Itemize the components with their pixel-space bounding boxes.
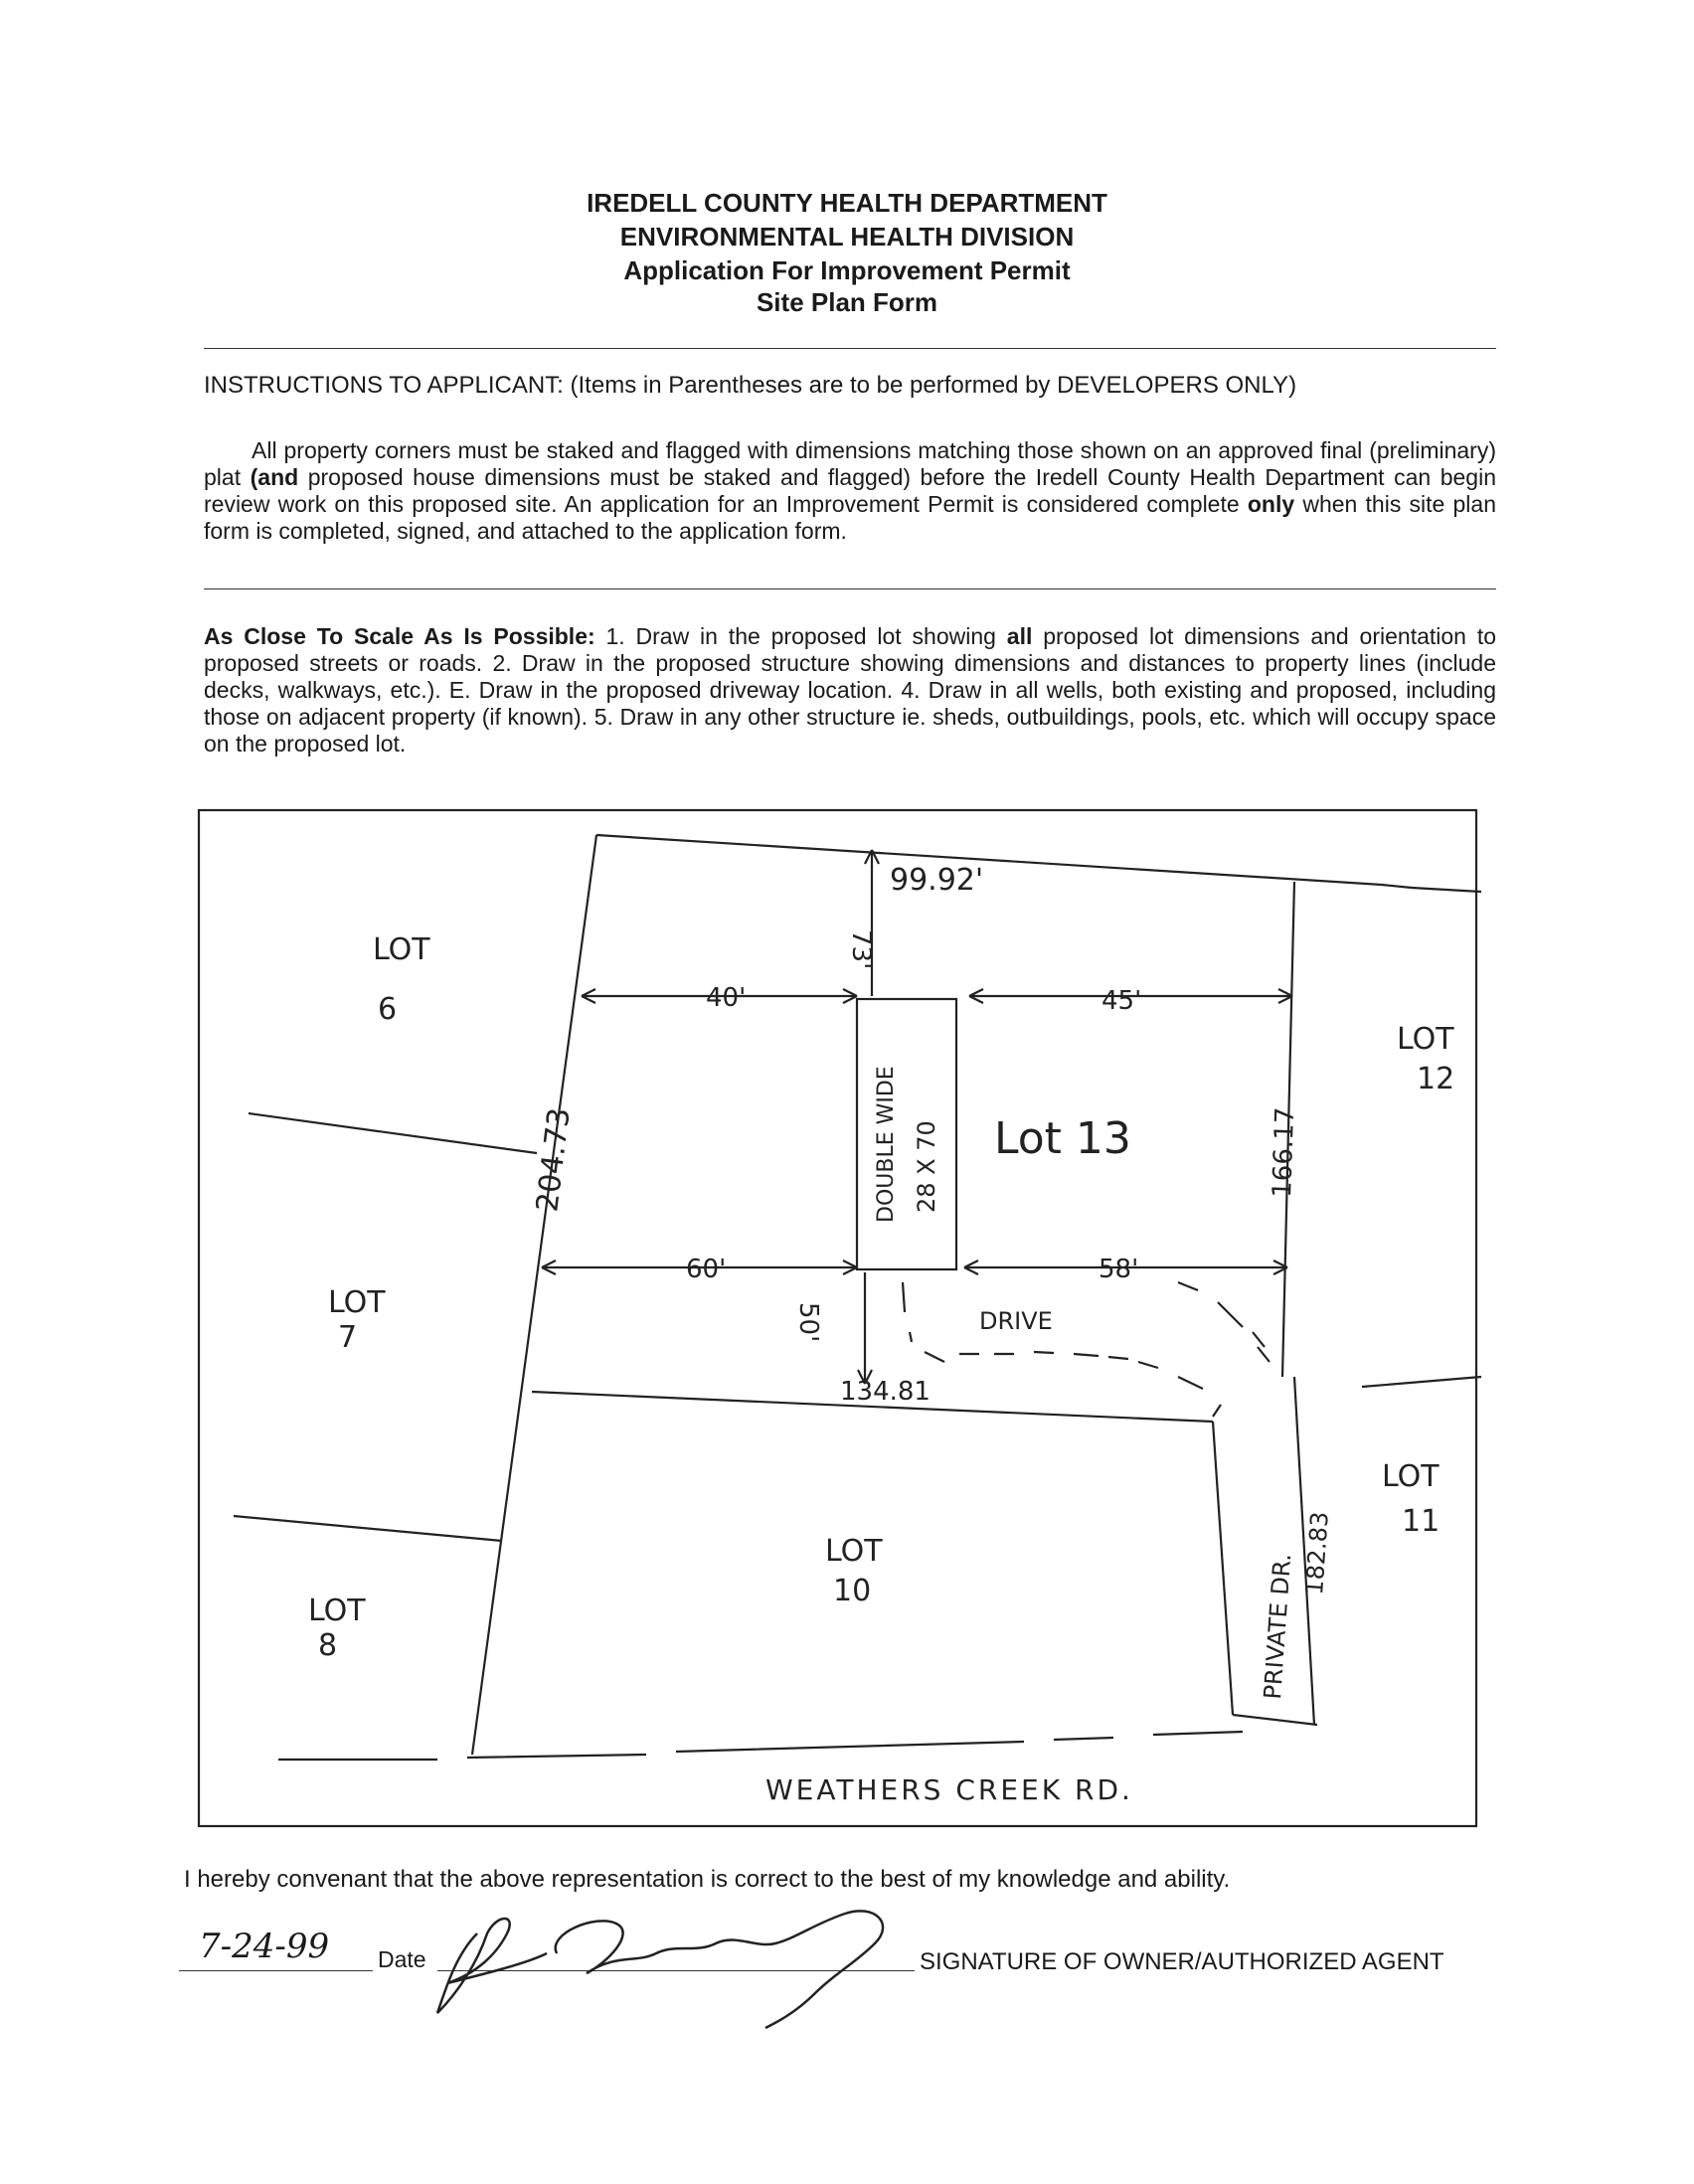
instructions-text-3: when this site plan form is completed, signed, and attached to the application form. <box>204 491 1496 544</box>
lot6-label: LOT <box>373 932 430 967</box>
signature-label: SIGNATURE OF OWNER/AUTHORIZED AGENT <box>920 1948 1444 1975</box>
lot11-lot12-line <box>1362 1377 1481 1387</box>
lot12-label: LOT <box>1397 1022 1454 1057</box>
private-dr-end <box>1233 1715 1317 1725</box>
rear-line-extension-2 <box>1412 888 1481 892</box>
lot11-label: LOT <box>1382 1459 1440 1494</box>
lot10-label: LOT <box>825 1534 883 1569</box>
dim-bottom-label: 134.81 <box>840 1377 931 1407</box>
covenant-statement: I hereby convenant that the above representation is correct to the best of my knowledge and ability. <box>184 1866 1231 1893</box>
lot11-number: 11 <box>1402 1504 1440 1539</box>
dim-rear-setback-label: 50' <box>793 1302 823 1343</box>
header-line-2: ENVIRONMENTAL HEALTH DIVISION <box>619 222 1075 252</box>
house-label: DOUBLE WIDE <box>874 1066 899 1223</box>
header-line-4: Site Plan Form <box>756 287 938 317</box>
header-line-3: Application For Improvement Permit <box>623 255 1071 285</box>
dim-left-bottom-label: 60' <box>686 1255 727 1284</box>
dim-right-side-label: 166.17 <box>1268 1106 1301 1199</box>
signature-image <box>418 1894 934 2033</box>
date-value: 7-24-99 <box>199 1927 330 1966</box>
instructions-text-1: All property corners must be staked and flagged with dimensions matching those shown on an approved final (preliminary) plat <box>204 437 1496 490</box>
dim-right-top-label: 45' <box>1101 986 1142 1016</box>
scale-text-2: proposed lot dimensions and orientation to proposed streets or roads. 2. Draw in the proposed structure showing dimensions and distances to property lines (include decks, walkways, etc.). E. Draw in the proposed driveway location. 4. Draw in all wells, both existing and proposed, including those on adjacent property (if known). 5. Draw in any other structure ie. sheds, outbuildings, pools, etc. which will occupy space on the proposed lot. <box>204 623 1497 756</box>
lot8-label: LOT <box>308 1594 366 1628</box>
instructions-bold-2: only <box>1247 491 1295 517</box>
lot13-label: Lot 13 <box>994 1113 1131 1164</box>
lot12-number: 12 <box>1417 1062 1455 1096</box>
lot13-rear-line <box>596 835 1382 885</box>
dim-private-drive-label: 182.83 <box>1300 1510 1334 1596</box>
house-size-label: 28 X 70 <box>913 1120 940 1213</box>
lot7-number: 7 <box>338 1320 358 1355</box>
lot6-lot7-line <box>249 1113 537 1153</box>
instructions-bold-1: (and <box>250 464 299 490</box>
dim-front-setback-label: 73' <box>846 929 876 970</box>
private-drive-label: PRIVATE DR. <box>1259 1552 1297 1701</box>
house-outline <box>857 999 956 1269</box>
lot7-label: LOT <box>328 1285 386 1320</box>
rear-line-extension <box>1382 885 1412 888</box>
instructions-text-2: proposed house dimensions must be staked and flagged) before the Iredell County Health Department can begin review work on this proposed site. An application for an Improvement Permit is considered complete <box>204 464 1496 517</box>
date-underline <box>179 1970 373 1971</box>
lot6-number: 6 <box>378 992 398 1027</box>
road-label: WEATHERS CREEK RD. <box>765 1773 1133 1806</box>
dimension-arrowheads <box>542 850 1292 1384</box>
lot10-number: 10 <box>833 1574 872 1608</box>
lot8-number: 8 <box>318 1628 338 1663</box>
dim-left-side-label: 204.73 <box>530 1105 578 1214</box>
header-line-1: IREDELL COUNTY HEALTH DEPARTMENT <box>587 188 1107 218</box>
dim-left-top-label: 40' <box>706 983 747 1013</box>
dim-right-bottom-label: 58' <box>1099 1255 1139 1284</box>
road-edge-line <box>278 1732 1243 1760</box>
private-dr-left-line <box>1213 1422 1233 1715</box>
date-label: Date <box>378 1946 426 1972</box>
lot-left-line <box>472 835 596 1755</box>
instructions-title: INSTRUCTIONS TO APPLICANT: (Items in Parentheses are to be performed by DEVELOPERS ONLY) <box>204 372 1297 399</box>
dim-top-label: 99.92' <box>890 863 984 898</box>
signature-stroke <box>437 1911 883 2028</box>
scale-bold-all: all <box>1006 623 1033 649</box>
drive-label: DRIVE <box>979 1307 1053 1335</box>
driveway-dashed-path <box>903 1282 1270 1417</box>
scale-text-1: 1. Draw in the proposed lot showing <box>594 623 1007 649</box>
scale-lead: As Close To Scale As Is Possible: <box>204 623 595 649</box>
lot7-lot8-line <box>234 1516 502 1541</box>
